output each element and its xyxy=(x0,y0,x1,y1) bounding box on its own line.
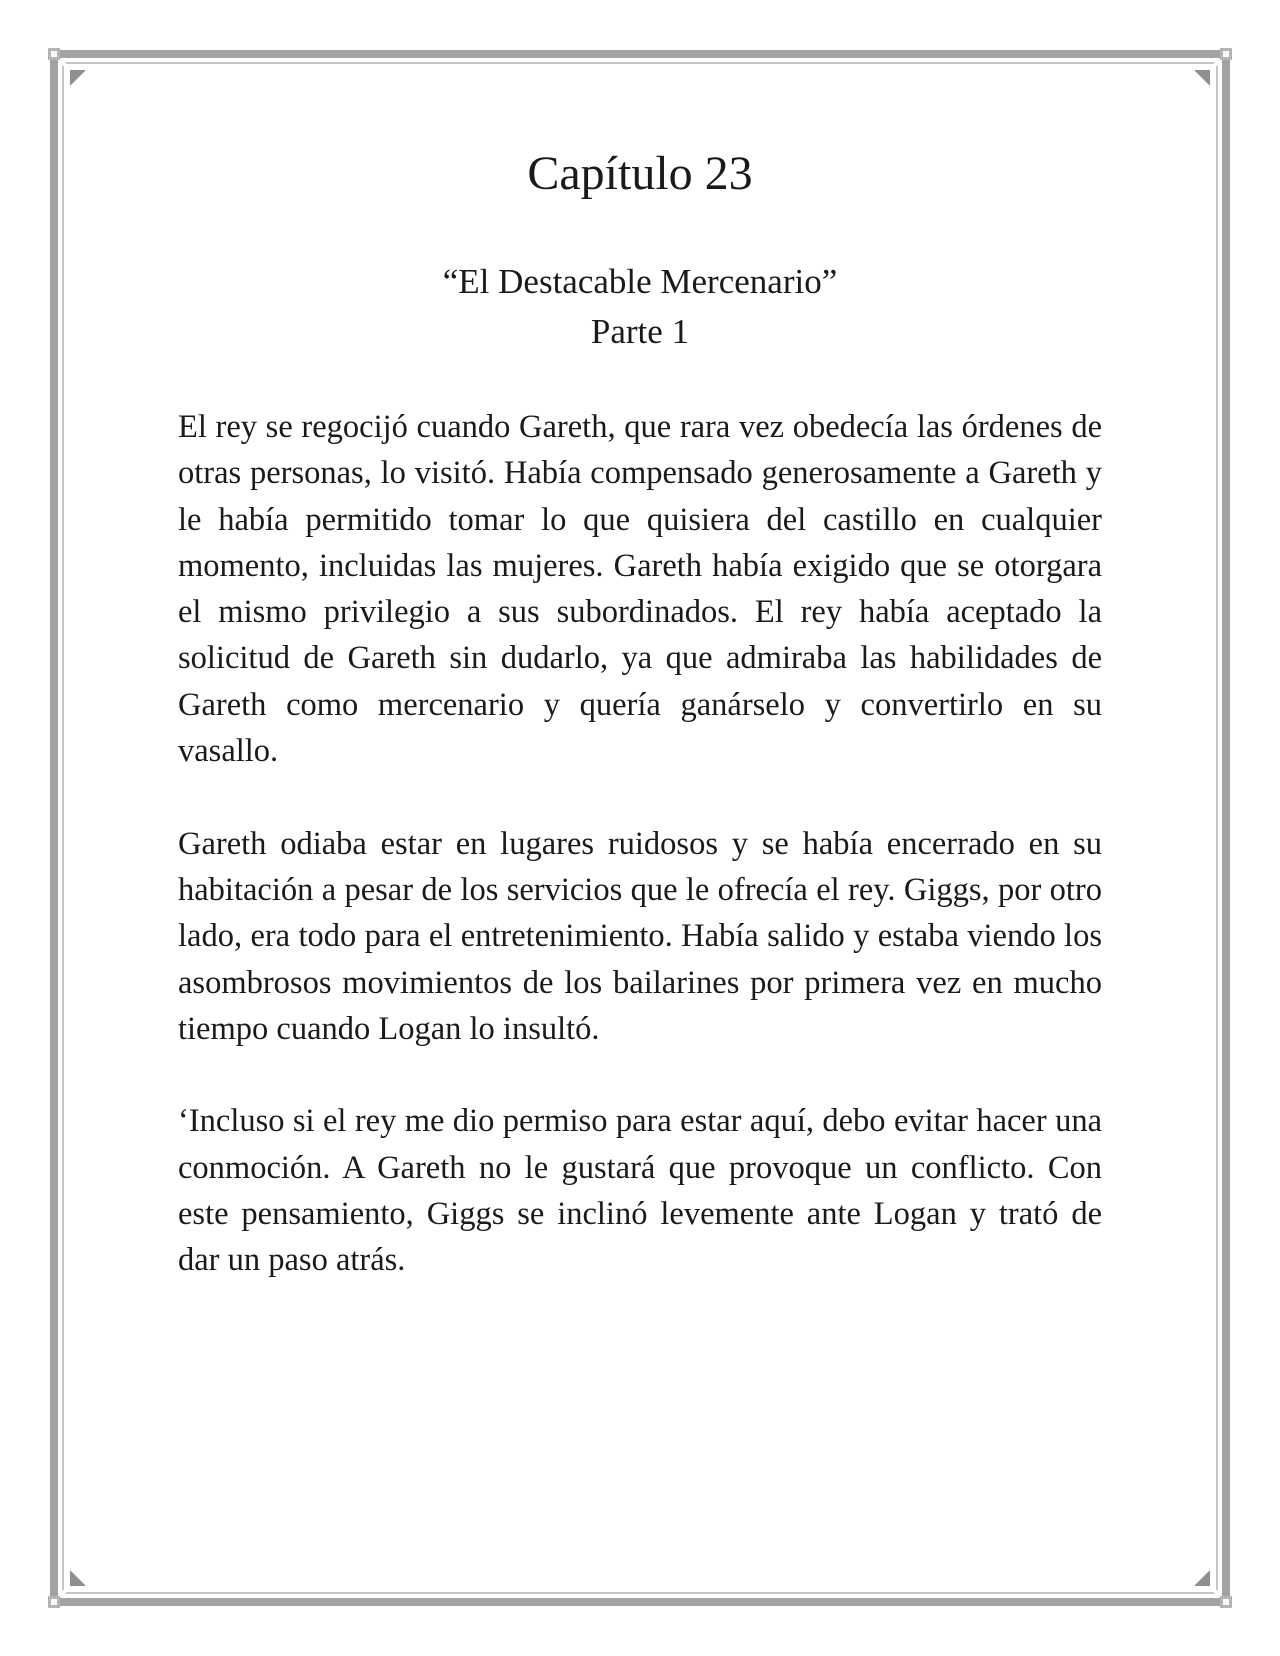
frame-corner-top-right xyxy=(1220,48,1232,60)
corner-ornament-top-right xyxy=(1194,70,1210,86)
chapter-subtitle-name: “El Destacable Mercenario” xyxy=(442,262,838,301)
chapter-body xyxy=(178,404,1102,1330)
frame-inner-line-top xyxy=(66,62,1214,64)
frame-corner-top-left xyxy=(48,48,60,60)
frame-border-bottom xyxy=(54,1598,1226,1606)
frame-border-top xyxy=(54,50,1226,58)
body-paragraph: ‘Incluso si el rey me dio permiso para estar aquí, debo evitar hacer una conmoción. A Gareth no le gustará que provoque un conflicto. Con este pensamiento, Giggs se inclinó levemente ante Logan y trató de dar un paso atrás. xyxy=(178,1103,1102,1279)
frame-corner-bottom-right xyxy=(1220,1596,1232,1608)
corner-ornament-bottom-right xyxy=(1194,1570,1210,1586)
chapter-part: Parte 1 xyxy=(590,312,690,351)
chapter-title: Capítulo 23 xyxy=(527,147,753,200)
body-paragraph: Gareth odiaba estar en lugares ruidosos y se había encerrado en su habitación a pesar de los servicios que le ofrecía el rey. Giggs, por otro lado, era todo para el entretenimiento. Había salido y estaba viendo los asombrosos movimientos de los bailarines por primera vez en mucho tiempo cuando Logan lo insultó. xyxy=(178,825,1102,1047)
chapter-subtitle xyxy=(0,257,1280,357)
frame-corner-bottom-left xyxy=(48,1596,60,1608)
corner-ornament-top-left xyxy=(70,70,86,86)
corner-ornament-bottom-left xyxy=(70,1570,86,1586)
frame-inner-line-bottom xyxy=(66,1592,1214,1594)
body-paragraph: El rey se regocijó cuando Gareth, que rara vez obedecía las órdenes de otras personas, lo visitó. Había compensado generosamente a Gareth y le había permitido tomar lo que quisiera del castillo en cualquier momento, incluidas las mujeres. Gareth había exigido que se otorgara el mismo privilegio a sus subordinados. El rey había aceptado la solicitud de Gareth sin dudarlo, ya que admiraba las habilidades de Gareth como mercenario y quería ganárselo y convertirlo en su vasallo. xyxy=(178,409,1102,770)
